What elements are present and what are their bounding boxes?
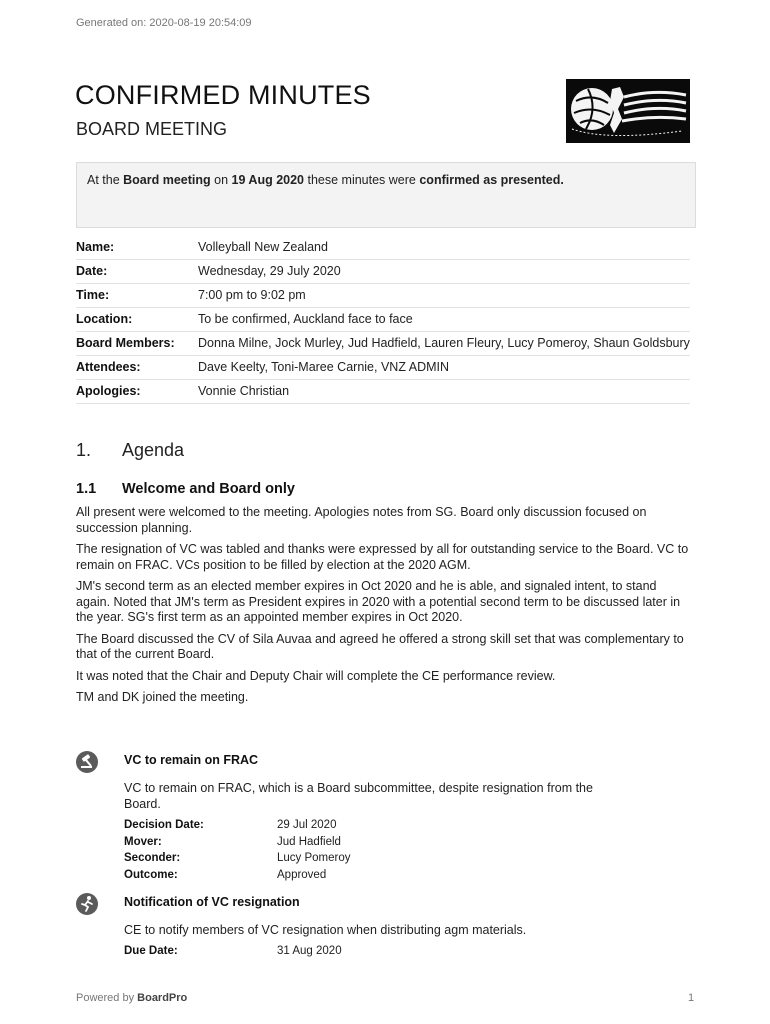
info-row-time [76,284,690,308]
info-value: To be confirmed, Auckland face to face [198,312,413,326]
info-value: 7:00 pm to 9:02 pm [198,288,306,302]
info-value: Vonnie Christian [198,384,290,398]
notice-status: confirmed as presented. [419,173,564,187]
minutes-paragraph: It was noted that the Chair and Deputy Chair will complete the CE performance review. [76,668,556,683]
field-label: Mover: [124,835,162,848]
info-value: Dave Keelty, Toni-Maree Carnie, VNZ ADMIN [198,360,450,374]
meeting-info-table [76,236,690,404]
page-number: 1 [688,992,695,1004]
notice-mid1: on [210,173,232,187]
page-subtitle: BOARD MEETING [76,119,228,139]
minutes-paragraph: JM's second term as an elected member expires in Oct 2020 and he is able, and signaled intent, to stand again. Noted that JM's term as President expires in 2020 with a potential second term to be discussed later in the year. SG's first term as an appointed member expires in Oct 2020. [76,579,681,624]
action-title: Notification of VC resignation [124,895,300,909]
info-row-name [76,236,690,260]
notice-mid2: these minutes were [304,173,420,187]
field-label: Due Date: [124,945,178,957]
decision-item [76,751,690,881]
info-label: Location: [76,312,133,326]
info-value: Donna Milne, Jock Murley, Jud Hadfield, Lauren Fleury, Lucy Pomeroy, Shaun Goldsbury [198,336,690,350]
gavel-icon [76,751,98,773]
organisation-logo [566,79,690,143]
decision-description: VC to remain on FRAC, which is a Board subcommittee, despite resignation from the Board. [124,781,593,811]
minutes-paragraph: TM and DK joined the meeting. [76,690,249,704]
field-value: 29 Jul 2020 [277,819,337,831]
field-label: Decision Date: [124,819,204,831]
info-value: Wednesday, 29 July 2020 [198,264,341,278]
info-label: Board Members: [76,336,175,350]
notice-meeting: Board meeting [123,173,211,187]
section-title: Agenda [122,440,185,460]
info-label: Time: [76,288,110,302]
info-row-date [76,260,690,284]
field-label: Seconder: [124,852,181,864]
decision-fields [124,817,351,883]
minutes-paragraph: All present were welcomed to the meeting. Apologies notes from SG. Board only discussion focused on succession planning. [76,505,647,535]
decision-field-row [124,850,351,867]
generated-timestamp: Generated on: 2020-08-19 20:54:09 [76,17,252,29]
notice-date: 19 Aug 2020 [231,173,305,187]
field-value: Lucy Pomeroy [277,852,351,864]
confirmation-notice [76,162,696,228]
subsection-heading [76,481,295,497]
info-label: Apologies: [76,384,141,398]
field-value: Approved [277,868,327,881]
subsection-title: Welcome and Board only [122,481,295,497]
section-heading [76,440,184,461]
decision-title: VC to remain on FRAC [124,753,259,767]
field-label: Outcome: [124,868,178,881]
info-row-attendees [76,356,690,380]
info-label: Name: [76,240,115,254]
decision-field-row [124,817,351,834]
minutes-paragraph: The Board discussed the CV of Sila Auvaa and agreed he offered a strong skill set that was complementary to that of the current Board. [76,631,684,661]
minutes-paragraph: The resignation of VC was tabled and thanks were expressed by all for outstanding service to the Board. VC to remain on FRAC. VCs position to be filled by election at the 2020 AGM. [76,542,689,572]
field-value: 31 Aug 2020 [277,945,342,957]
info-label: Attendees: [76,360,141,374]
action-description: CE to notify members of VC resignation when distributing agm materials. [124,923,527,937]
footer-brand: BoardPro [137,992,188,1004]
notice-prefix: At the [87,173,124,187]
info-row-apologies [76,380,690,404]
action-field-row [124,943,342,960]
footer-prefix: Powered by [76,992,138,1004]
action-item [76,893,690,963]
section-number: 1. [76,440,92,460]
page-title: CONFIRMED MINUTES [75,80,371,110]
minutes-body [76,505,690,712]
field-value: Jud Hadfield [277,835,341,848]
action-fields [124,943,342,960]
runner-icon [76,893,98,915]
info-value: Volleyball New Zealand [198,240,328,254]
decision-field-row [124,834,351,851]
info-row-location [76,308,690,332]
info-row-board-members [76,332,690,356]
subsection-number: 1.1 [76,481,97,497]
footer-powered-by [76,992,187,1004]
decision-field-row [124,867,351,884]
info-label: Date: [76,264,108,278]
